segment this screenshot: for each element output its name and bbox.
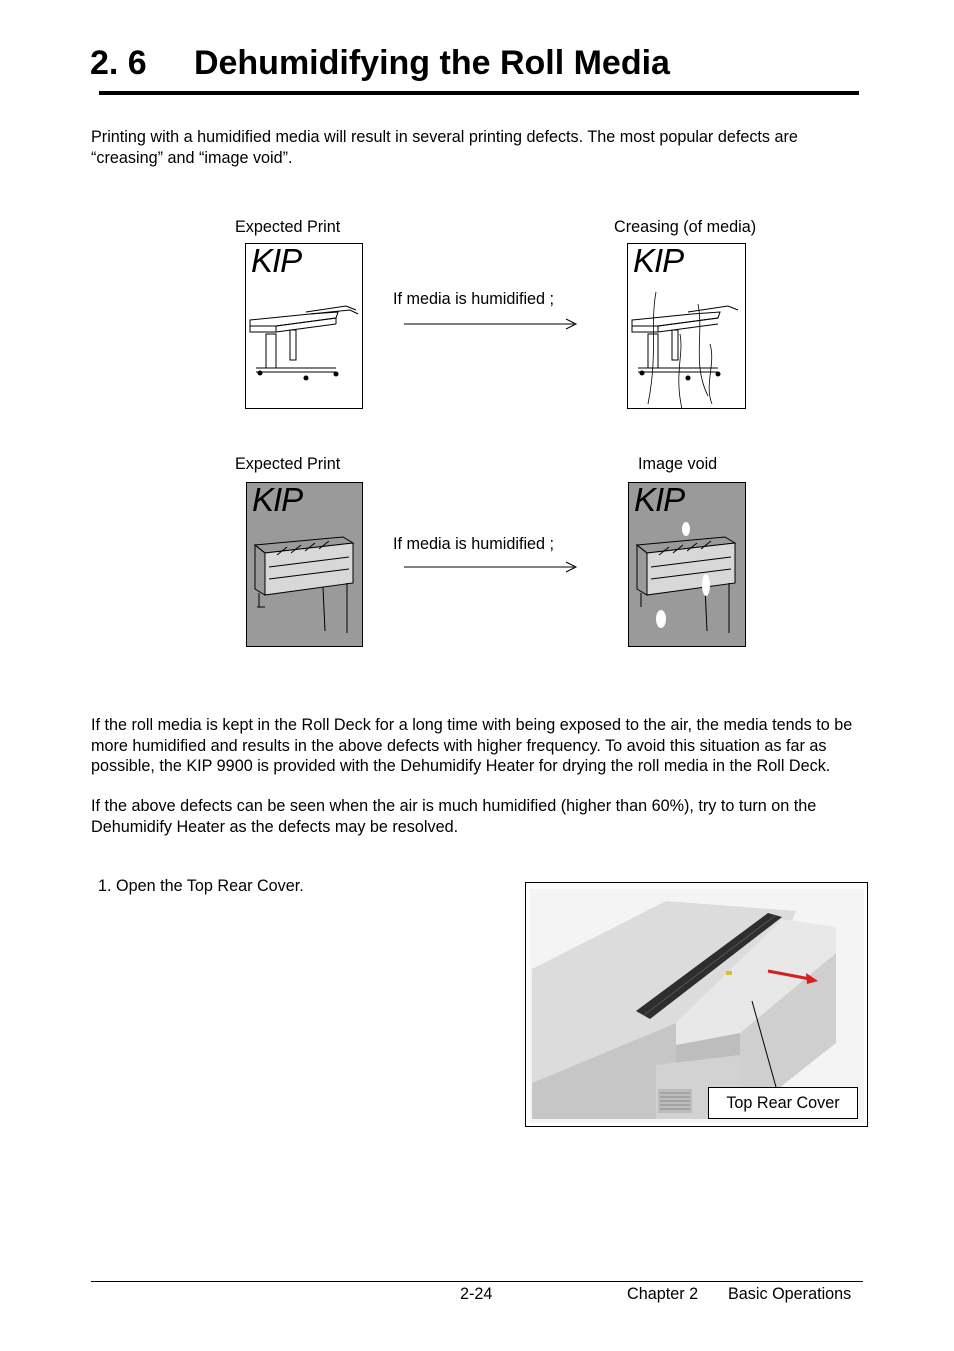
kip-logo: KIP bbox=[634, 482, 685, 518]
arrow-right-icon bbox=[404, 317, 580, 331]
large-plotter-voided-icon bbox=[629, 483, 746, 647]
creasing-print-thumbnail bbox=[627, 243, 746, 409]
plotter-drawing-icon bbox=[246, 244, 363, 409]
large-plotter-drawing-icon bbox=[247, 483, 363, 647]
kip-logo: KIP bbox=[252, 482, 303, 518]
body-paragraph-1: If the roll media is kept in the Roll Deck for a long time with being exposed to the air, the media tends to be more humidified and results in the above defects with higher frequency. To avoid this situation as far as possible, the KIP 9900 is provided with the Dehumidify Heater for drying the roll media in the Roll Deck. bbox=[91, 716, 853, 775]
image-void-print-thumbnail bbox=[628, 482, 746, 647]
body-paragraph-2: If the above defects can be seen when the air is much humidified (higher than 60%), try to turn on the Dehumidify Heater as the defects may be resolved. bbox=[91, 797, 817, 836]
footer-rule bbox=[91, 1281, 863, 1282]
footer-chapter: Chapter 2 bbox=[627, 1285, 699, 1303]
creasing-label: Creasing (of media) bbox=[614, 218, 757, 236]
expected-print-label-2: Expected Print bbox=[235, 455, 341, 473]
plotter-drawing-creased-icon bbox=[628, 244, 746, 409]
expected-print-thumbnail-2 bbox=[246, 482, 363, 647]
intro-paragraph: Printing with a humidified media will result in several printing defects. The most popular defects are “creasing” and “image void”. bbox=[91, 128, 798, 167]
footer-section: Basic Operations bbox=[728, 1285, 852, 1303]
arrow-right-icon bbox=[404, 560, 580, 574]
image-void-label: Image void bbox=[638, 455, 718, 473]
expected-print-label-1: Expected Print bbox=[235, 218, 341, 236]
expected-print-thumbnail-1 bbox=[245, 243, 363, 409]
arrow-label-2: If media is humidified ; bbox=[393, 535, 555, 553]
step-1-instruction: 1. Open the Top Rear Cover. bbox=[98, 877, 304, 895]
arrow-label-1: If media is humidified ; bbox=[393, 290, 555, 308]
kip-logo: KIP bbox=[251, 243, 302, 279]
title-underline bbox=[99, 91, 859, 95]
footer-page-number: 2-24 bbox=[460, 1285, 493, 1303]
top-rear-cover-callout: Top Rear Cover bbox=[708, 1087, 858, 1119]
page-title: 2. 6 Dehumidifying the Roll Media bbox=[90, 44, 670, 82]
kip-logo: KIP bbox=[633, 243, 684, 279]
